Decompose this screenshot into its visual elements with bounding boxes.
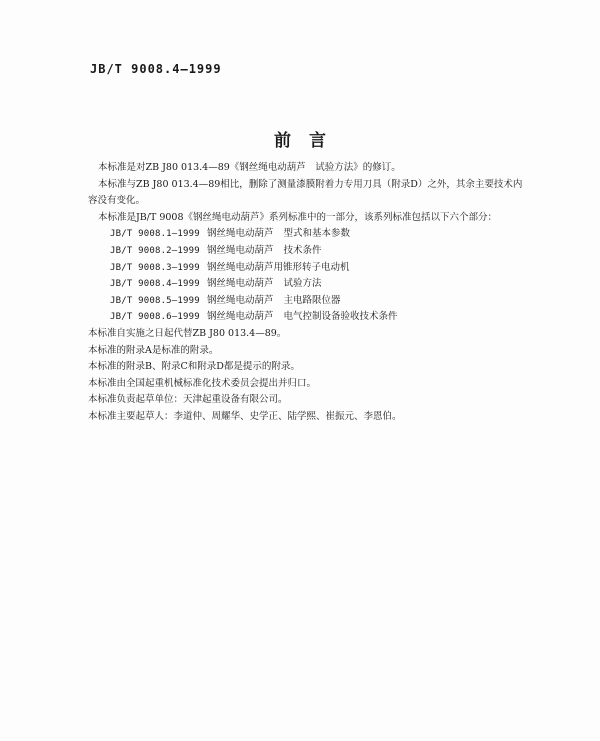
- list-item: [88, 309, 528, 326]
- page-title: 前言: [274, 131, 344, 151]
- part-code: JB/T 9008.3—1999: [110, 262, 200, 273]
- part-name: 钢丝绳电动葫芦: [207, 294, 274, 306]
- paragraph: 本标准自实施之日起代替ZB J80 013.4—89。: [88, 327, 287, 339]
- parts-list: [88, 226, 528, 326]
- document-body: [88, 160, 528, 426]
- paragraph: 本标准与ZB J80 013.4—89相比，删除了测量漆膜附着力专用刀具（附录D）之外，其余主要技术内: [98, 178, 523, 190]
- list-item: [88, 276, 528, 293]
- paragraph: 本标准的附录B、附录C和附录D都是提示的附录。: [88, 361, 300, 373]
- part-subtitle: 型式和基本参数: [283, 228, 351, 240]
- paragraph: 本标准是JB/T 9008《钢丝绳电动葫芦》系列标准中的一部分，该系列标准包括以下六个部分：: [98, 211, 498, 223]
- paragraph: 本标准由全国起重机械标准化技术委员会提出并归口。: [88, 377, 317, 389]
- part-subtitle: 试验方法: [283, 278, 322, 290]
- list-item: [88, 226, 528, 243]
- list-item: [88, 243, 528, 260]
- part-name: 钢丝绳电动葫芦: [207, 244, 274, 256]
- list-item: [88, 260, 528, 277]
- part-subtitle: 电气控制设备验收技术条件: [283, 311, 398, 323]
- part-code: JB/T 9008.2—1999: [110, 245, 200, 256]
- part-code: JB/T 9008.1—1999: [110, 229, 200, 240]
- part-subtitle: 技术条件: [283, 244, 322, 256]
- part-subtitle: 主电路限位器: [283, 294, 341, 306]
- part-code: JB/T 9008.6—1999: [110, 312, 200, 323]
- part-code: JB/T 9008.5—1999: [110, 295, 200, 306]
- standard-number: JB/T 9008.4—1999: [90, 62, 222, 76]
- part-code: JB/T 9008.4—1999: [110, 279, 200, 290]
- part-subtitle: 用锥形转子电动机: [273, 261, 350, 273]
- paragraph: 本标准的附录A是标准的附录。: [88, 344, 219, 356]
- paragraph: 本标准主要起草人：李道仲、周耀华、史学正、陆学熙、崔振元、李恩伯。: [88, 410, 402, 422]
- paragraph: 本标准是对ZB J80 013.4—89《钢丝绳电动葫芦 试验方法》的修订。: [98, 162, 401, 173]
- part-name: 钢丝绳电动葫芦: [207, 278, 274, 290]
- list-item: [88, 293, 528, 310]
- paragraph: 本标准负责起草单位：天津起重设备有限公司。: [88, 394, 288, 406]
- paragraph: 容没有变化。: [88, 195, 146, 207]
- part-name: 钢丝绳电动葫芦: [207, 311, 274, 323]
- part-name: 钢丝绳电动葫芦: [207, 261, 274, 273]
- part-name: 钢丝绳电动葫芦: [207, 228, 274, 240]
